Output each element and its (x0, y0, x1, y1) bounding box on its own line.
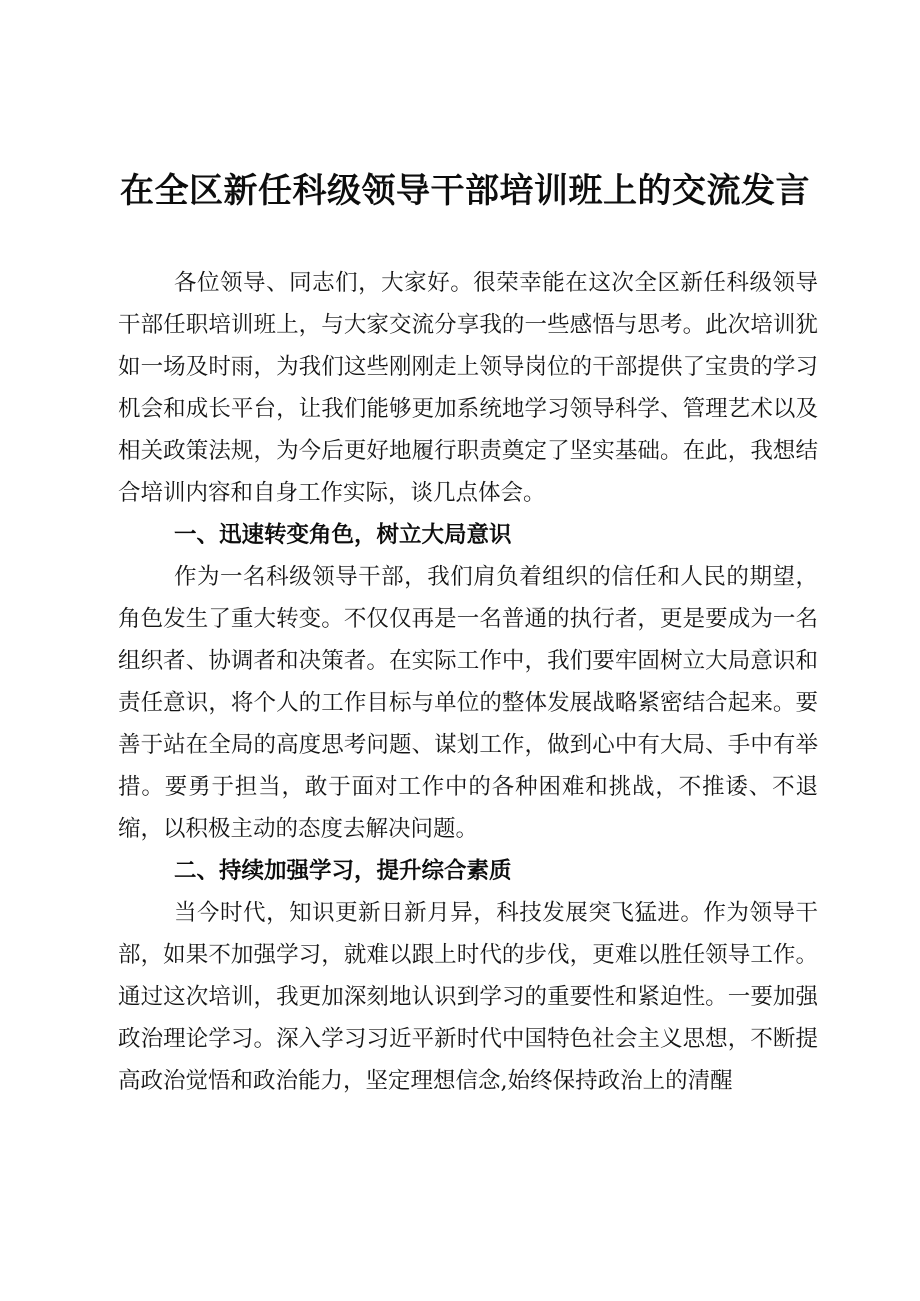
section-heading-2: 二、持续加强学习，提升综合素质 (174, 858, 512, 884)
document-body (118, 262, 818, 1102)
section-heading-1: 一、迅速转变角色，树立大局意识 (174, 522, 512, 548)
section-paragraph-1: 作为一名科级领导干部，我们肩负着组织的信任和人民的期望，角色发生了重大转变。不仅仅再是一名普通的执行者，更是要成为一名组织者、协调者和决策者。在实际工作中，我们要牢固树立大局意识和责任意识，将个人的工作目标与单位的整体发展战略紧密结合起来。要善于站在全局的高度思考问题、谋划工作，做到心中有大局、手中有举措。要勇于担当，敢于面对工作中的各种困难和挑战，不推诿、不退缩，以积极主动的态度去解决问题。 (118, 564, 818, 842)
document-title: 在全区新任科级领导干部培训班上的交流发言 (120, 171, 810, 211)
section-paragraph-2: 当今时代，知识更新日新月异，科技发展突飞猛进。作为领导干部，如果不加强学习，就难以跟上时代的步伐，更难以胜任领导工作。通过这次培训，我更加深刻地认识到学习的重要性和紧迫性。一要加强政治理论学习。深入学习习近平新时代中国特色社会主义思想，不断提高政治觉悟和政治能力，坚定理想信念,始终保持政治上的清醒 (118, 900, 818, 1094)
intro-paragraph: 各位领导、同志们，大家好。很荣幸能在这次全区新任科级领导干部任职培训班上，与大家交流分享我的一些感悟与思考。此次培训犹如一场及时雨，为我们这些刚刚走上领导岗位的干部提供了宝贵的学习机会和成长平台，让我们能够更加系统地学习领导科学、管理艺术以及相关政策法规，为今后更好地履行职责奠定了坚实基础。在此，我想结合培训内容和自身工作实际，谈几点体会。 (118, 270, 818, 506)
